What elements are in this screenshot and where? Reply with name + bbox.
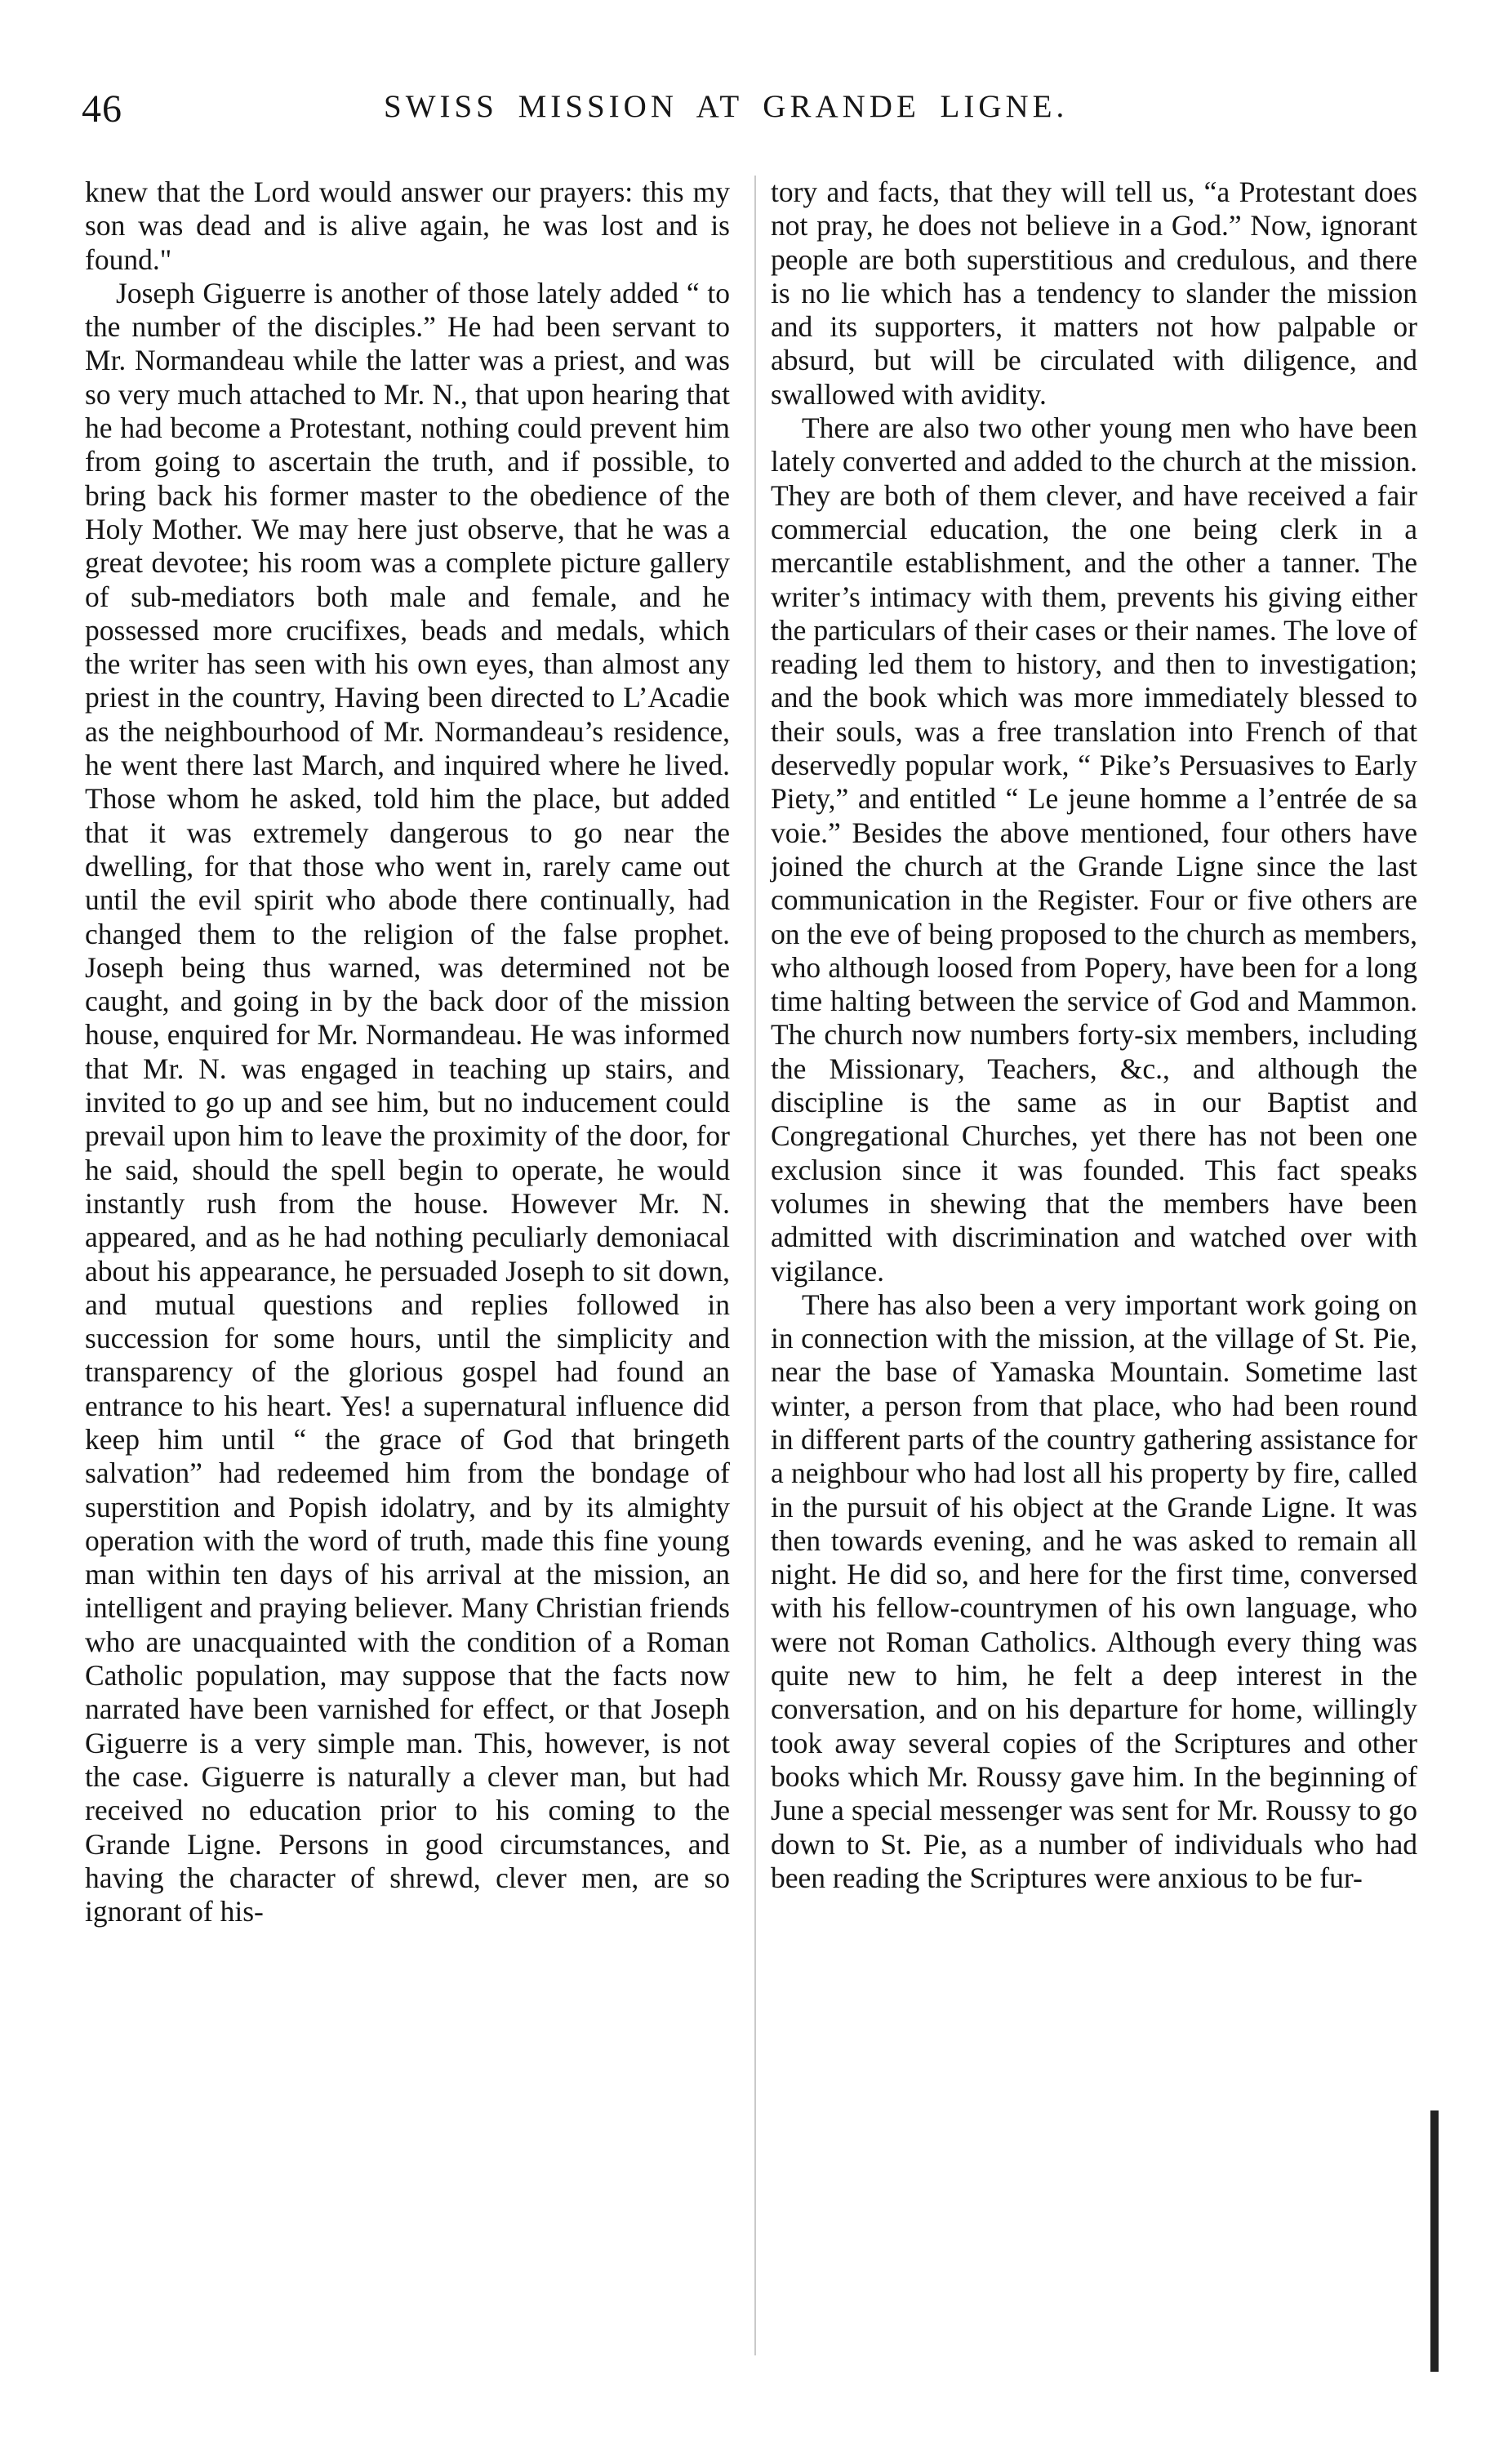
running-head: [82, 82, 1421, 139]
paragraph: There has also been a very important work going on in connection with the mission, at the village of St. Pie, near the base of Yamaska Mountain. Sometime last winter, a person from that place, who had been round in different parts of the country gathering assistance for a neighbour who had lost all his property by fire, called in the pursuit of his object at the Grande Ligne. It was then towards evening, and he was asked to remain all night. He did so, and here for the first time, conversed with his fellow-countrymen of his own language, who were not Roman Catholics. Although every thing was quite new to him, he felt a deep interest in the conversation, and on his departure for home, willingly took away several copies of the Scriptures and other books which Mr. Roussy gave him. In the beginning of June a special messenger was sent for Mr. Roussy to go down to St. Pie, as a number of individuals who had been reading the Scriptures were anxious to be fur-: [771, 1288, 1417, 1894]
paragraph: knew that the Lord would answer our prayers: this my son was dead and is alive again, he was lost and is found.": [85, 176, 730, 276]
column-divider: [754, 176, 756, 2355]
paragraph: tory and facts, that they will tell us, “a Protestant does not pray, he does not believe in a God.” Now, ignorant people are both superstitious and credulous, and there is no lie which has a tendency to slander the mission and its supporters, it matters not how palpable or absurd, but will be circulated with diligence, and swallowed with avidity.: [771, 176, 1417, 411]
left-column: [85, 176, 730, 1928]
page-number: 46: [82, 87, 122, 131]
running-head-title: SWISS MISSION AT GRANDE LIGNE.: [384, 89, 1069, 124]
binding-edge-mark: [1430, 2110, 1439, 2372]
paragraph: There are also two other young men who have been lately converted and added to the church at the mission. They are both of them clever, and have received a fair commercial education, the one being clerk in a mercantile establishment, and the other a tanner. The writer’s intimacy with them, prevents his giving either the particulars of their cases or their names. The love of reading led them to history, and then to investigation; and the book which was more immediately blessed to their souls, was a free translation into French of that deservedly popular work, “ Pike’s Persuasives to Early Piety,” and entitled “ Le jeune homme a l’entrée de sa voie.” Besides the above mentioned, four others have joined the church at the Grande Ligne since the last communication in the Register. Four or five others are on the eve of being proposed to the church as members, who although loosed from Popery, have been for a long time halting between the service of God and Mammon. The church now numbers forty-six members, including the Missionary, Teachers, &c., and although the discipline is the same as in our Baptist and Congregational Churches, yet there has not been one exclusion since it was founded. This fact speaks volumes in shewing that the members have been admitted with discrimination and watched over with vigilance.: [771, 411, 1417, 1288]
paragraph: Joseph Giguerre is another of those lately added “ to the number of the disciples.” He had been servant to Mr. Normandeau while the latter was a priest, and was so very much attached to Mr. N., that upon hearing that he had become a Protestant, nothing could prevent him from going to ascertain the truth, and if possible, to bring back his former master to the obedience of the Holy Mother. We may here just observe, that he was a great devotee; his room was a complete picture gallery of sub-mediators both male and female, and he possessed more crucifixes, beads and medals, which the writer has seen with his own eyes, than almost any priest in the country, Having been directed to L’Acadie as the neighbourhood of Mr. Normandeau’s residence, he went there last March, and inquired where he lived. Those whom he asked, told him the place, but added that it was extremely dangerous to go near the dwelling, for that those who went in, rarely came out until the evil spirit who abode there continually, had changed them to the religion of the false prophet. Joseph being thus warned, was determined not be caught, and going in by the back door of the mission house, enquired for Mr. Normandeau. He was informed that Mr. N. was engaged in teaching up stairs, and invited to go up and see him, but no inducement could prevail upon him to leave the proximity of the door, for he said, should the spell begin to operate, he would instantly rush from the house. However Mr. N. appeared, and as he had nothing peculiarly demoniacal about his appearance, he persuaded Joseph to sit down, and mutual questions and replies followed in succession for some hours, until the simplicity and transparency of the glorious gospel had found an entrance to his heart. Yes! a supernatural influence did keep him until “ the grace of God that bringeth salvation” had redeemed him from the bondage of superstition and Popish idolatry, and by its almighty operation with the word of truth, made this fine young man within ten days of his arrival at the mission, an intelligent and praying believer. Many Christian friends who are unacquainted with the condition of a Roman Catholic population, may suppose that the facts now narrated have been varnished for effect, or that Joseph Giguerre is a very simple man. This, however, is not the case. Giguerre is naturally a clever man, but had received no education prior to his coming to the Grande Ligne. Persons in good circumstances, and having the character of shrewd, clever men, are so ignorant of his-: [85, 276, 730, 1928]
right-column: [771, 176, 1417, 1895]
